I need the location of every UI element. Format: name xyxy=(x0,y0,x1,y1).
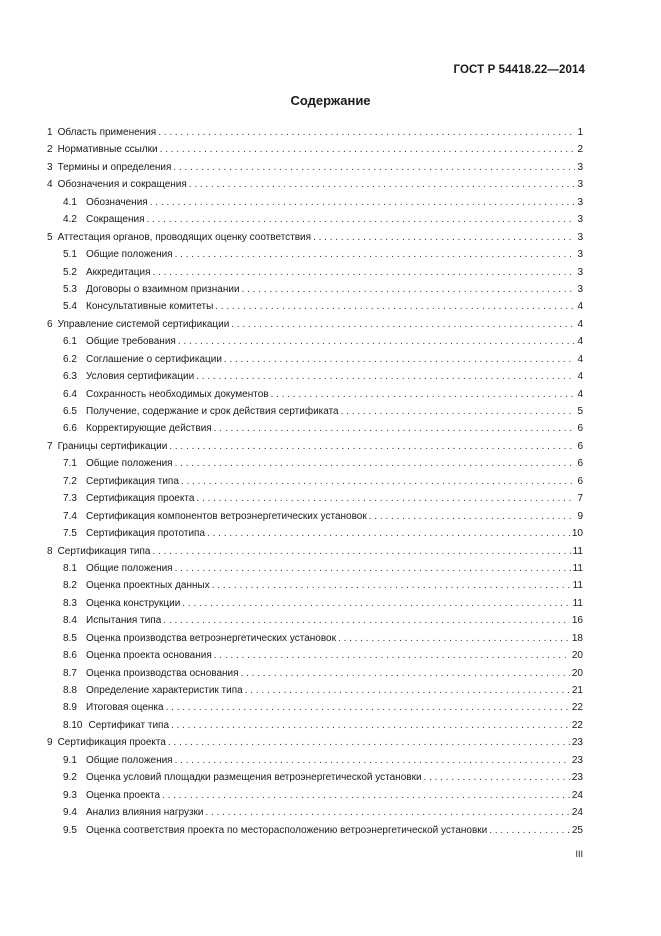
toc-entry-number: 6.3 xyxy=(63,371,77,383)
toc-entry-label: Договоры о взаимном признании xyxy=(86,283,240,295)
toc-entry[interactable] xyxy=(47,699,583,716)
toc-entry-number: 3 xyxy=(47,161,53,173)
dot-leader xyxy=(241,665,570,682)
toc-entry-page: 25 xyxy=(571,824,583,836)
toc-entry-page: 10 xyxy=(571,528,583,540)
toc-entry[interactable] xyxy=(47,560,583,577)
dot-leader xyxy=(313,229,575,246)
toc-entry-label: Оценка соответствия проекта по месторасположению ветроэнергетической установки xyxy=(86,824,488,836)
toc-entry-number: 4 xyxy=(47,179,53,191)
toc-entry[interactable] xyxy=(47,717,583,734)
toc-entry-page: 3 xyxy=(577,214,583,226)
toc-entry-number: 8.2 xyxy=(63,580,77,592)
toc-entry-label: Итоговая оценка xyxy=(86,702,164,714)
toc-entry-label: Управление системой сертификации xyxy=(57,318,230,330)
toc-entry[interactable] xyxy=(47,769,583,786)
dot-leader xyxy=(214,420,576,437)
toc-entry-label: Общие требования xyxy=(86,336,176,348)
toc-entry[interactable] xyxy=(47,264,583,281)
toc-entry-number: 8.10 xyxy=(63,719,83,731)
toc-entry-number: 8.9 xyxy=(63,702,77,714)
toc-entry-number: 8.3 xyxy=(63,597,77,609)
toc-entry[interactable] xyxy=(47,822,583,839)
toc-entry-page: 4 xyxy=(577,301,583,313)
toc-entry-page: 24 xyxy=(571,807,583,819)
toc-entry-label: Общие положения xyxy=(86,458,173,470)
toc-entry-label: Консультативные комитеты xyxy=(86,301,214,313)
toc-entry[interactable] xyxy=(47,368,583,385)
toc-entry-number: 7 xyxy=(47,440,53,452)
toc-entry-page: 21 xyxy=(571,685,583,696)
toc-entry-number: 5.1 xyxy=(63,249,77,261)
dot-leader xyxy=(489,822,570,839)
toc-entry-label: Сокращения xyxy=(86,214,145,226)
toc-entry-page: 3 xyxy=(577,283,583,295)
toc-entry-page: 3 xyxy=(577,231,583,243)
dot-leader xyxy=(146,211,575,228)
dot-leader xyxy=(166,699,570,716)
toc-entry-label: Сертификат типа xyxy=(88,719,170,731)
toc-entry-number: 8.8 xyxy=(63,685,77,696)
toc-entry-page: 24 xyxy=(571,789,583,801)
dot-leader xyxy=(175,455,576,472)
toc-entry-page: 7 xyxy=(577,493,583,505)
toc-entry[interactable] xyxy=(47,682,583,699)
toc-entry-label: Обозначения xyxy=(86,196,148,208)
toc-entry-number: 9 xyxy=(47,737,53,749)
toc-entry-page: 23 xyxy=(571,754,583,766)
dot-leader xyxy=(171,717,570,734)
toc-entry-label: Условия сертификации xyxy=(86,371,195,383)
toc-entry[interactable] xyxy=(47,420,583,437)
toc-entry[interactable] xyxy=(47,316,583,333)
toc-entry-label: Сертификация проекта xyxy=(57,737,166,749)
toc-entry-label: Аккредитация xyxy=(86,266,151,278)
dot-leader xyxy=(231,316,575,333)
dot-leader xyxy=(160,141,576,158)
toc-entry-label: Границы сертификации xyxy=(57,440,168,452)
toc-entry-number: 6.6 xyxy=(63,423,77,435)
toc-entry-number: 6.2 xyxy=(63,353,77,365)
toc-entry-label: Оценка условий площадки размещения ветроэнергетической установки xyxy=(86,772,422,784)
toc-entry[interactable] xyxy=(47,298,583,315)
toc-entry[interactable] xyxy=(47,804,583,821)
toc-entry[interactable] xyxy=(47,787,583,804)
toc-entry-number: 6.1 xyxy=(63,336,77,348)
dot-leader xyxy=(175,560,571,577)
toc-entry[interactable] xyxy=(47,473,583,490)
toc-entry-number: 5.3 xyxy=(63,283,77,295)
toc-entry-number: 9.5 xyxy=(63,824,77,836)
dot-leader xyxy=(215,298,575,315)
dot-leader xyxy=(189,176,576,193)
dot-leader xyxy=(212,577,571,594)
toc-entry-page: 23 xyxy=(571,737,583,749)
toc-entry-label: Общие положения xyxy=(86,562,173,574)
toc-entry[interactable] xyxy=(47,229,583,246)
dot-leader xyxy=(214,647,570,664)
toc-entry[interactable] xyxy=(47,141,583,158)
toc-entry-number: 8.7 xyxy=(63,667,77,679)
toc-entry-page: 22 xyxy=(571,719,583,731)
toc-entry-label: Оценка проекта основания xyxy=(86,650,212,662)
dot-leader xyxy=(271,386,576,403)
toc-entry[interactable] xyxy=(47,630,583,647)
toc-entry-number: 5.2 xyxy=(63,266,77,278)
toc-entry-label: Область применения xyxy=(57,127,157,138)
toc-entry-number: 7.5 xyxy=(63,528,77,540)
toc-entry[interactable] xyxy=(47,351,583,368)
toc-entry-label: Нормативные ссылки xyxy=(57,144,158,156)
dot-leader xyxy=(338,630,570,647)
dot-leader xyxy=(182,595,570,612)
toc-entry-page: 6 xyxy=(577,458,583,470)
toc-entry-label: Испытания типа xyxy=(86,615,162,627)
toc-entry-number: 1 xyxy=(47,127,53,138)
toc-entry-label: Сертификация прототипа xyxy=(86,528,206,540)
toc-entry-label: Оценка производства ветроэнергетических установок xyxy=(86,632,336,644)
toc-entry-label: Термины и определения xyxy=(57,161,172,173)
toc-entry-page: 6 xyxy=(577,440,583,452)
toc-entry-page: 11 xyxy=(572,580,583,592)
toc-entry[interactable] xyxy=(47,612,583,629)
dot-leader xyxy=(207,525,570,542)
toc-entry[interactable] xyxy=(47,543,583,560)
toc-entry-label: Корректирующие действия xyxy=(86,423,212,435)
dot-leader xyxy=(175,246,576,263)
toc-entry[interactable] xyxy=(47,525,583,542)
toc-entry-number: 6.4 xyxy=(63,388,77,400)
toc-entry-page: 9 xyxy=(577,510,583,522)
toc-entry-label: Сохранность необходимых документов xyxy=(86,388,269,400)
toc-entry-number: 7.2 xyxy=(63,475,77,487)
toc-entry-number: 2 xyxy=(47,144,53,156)
toc-entry[interactable] xyxy=(47,734,583,751)
toc-entry-label: Сертификация проекта xyxy=(86,493,195,505)
toc-entry-label: Общие положения xyxy=(86,249,173,261)
dot-leader xyxy=(242,281,576,298)
toc-entry-number: 8.4 xyxy=(63,615,77,627)
dot-leader xyxy=(224,351,576,368)
toc-entry-label: Оценка проектных данных xyxy=(86,580,210,592)
dot-leader xyxy=(153,264,576,281)
dot-leader xyxy=(173,159,575,176)
toc-entry-number: 9.1 xyxy=(63,754,77,766)
toc-entry-number: 7.1 xyxy=(63,458,77,470)
dot-leader xyxy=(181,473,576,490)
toc-entry-page: 11 xyxy=(572,545,583,557)
toc-entry-number: 6 xyxy=(47,318,53,330)
toc-entry-page: 3 xyxy=(577,249,583,261)
dot-leader xyxy=(178,333,576,350)
toc-entry-label: Обозначения и сокращения xyxy=(57,179,187,191)
toc-entry-number: 9.4 xyxy=(63,807,77,819)
dot-leader xyxy=(175,752,570,769)
toc-entry-page: 4 xyxy=(577,318,583,330)
toc-entry-page: 23 xyxy=(571,772,583,784)
toc-entry[interactable] xyxy=(47,577,583,594)
dot-leader xyxy=(152,543,570,560)
toc-entry[interactable] xyxy=(47,647,583,664)
toc-entry-page: 22 xyxy=(571,702,583,714)
dot-leader xyxy=(369,508,576,525)
toc-entry-label: Аттестация органов, проводящих оценку соответствия xyxy=(57,231,312,243)
page-number-roman: III xyxy=(575,849,583,859)
dot-leader xyxy=(196,368,575,385)
toc-entry-label: Сертификация типа xyxy=(86,475,179,487)
toc-entry-number: 6.5 xyxy=(63,406,77,417)
toc-entry-page: 11 xyxy=(572,597,583,609)
dot-leader xyxy=(196,490,575,507)
toc-entry-number: 8 xyxy=(47,545,53,557)
toc-entry[interactable] xyxy=(47,194,583,211)
toc-entry-page: 20 xyxy=(571,667,583,679)
dot-leader xyxy=(424,769,570,786)
toc-entry-page: 4 xyxy=(577,371,583,383)
dot-leader xyxy=(158,124,575,141)
dot-leader xyxy=(245,682,570,699)
toc-entry-page: 11 xyxy=(572,562,583,574)
toc-entry-number: 9.2 xyxy=(63,772,77,784)
toc-entry-page: 4 xyxy=(577,353,583,365)
toc-entry-page: 20 xyxy=(571,650,583,662)
toc-entry-page: 18 xyxy=(571,632,583,644)
toc-entry-label: Соглашение о сертификации xyxy=(86,353,222,365)
toc-entry-number: 5 xyxy=(47,231,53,243)
toc-entry-number: 8.1 xyxy=(63,562,77,574)
toc-entry-label: Сертификация типа xyxy=(57,545,151,557)
toc-entry-page: 16 xyxy=(571,615,583,627)
toc-entry-label: Оценка производства основания xyxy=(86,667,239,679)
toc-entry[interactable] xyxy=(47,665,583,682)
toc-entry-label: Оценка конструкции xyxy=(86,597,181,609)
toc-entry-number: 8.6 xyxy=(63,650,77,662)
toc-entry-page: 5 xyxy=(577,406,583,417)
dot-leader xyxy=(163,612,570,629)
toc-entry[interactable] xyxy=(47,386,583,403)
toc-entry-page: 3 xyxy=(577,196,583,208)
toc-entry-number: 9.3 xyxy=(63,789,77,801)
toc-entry[interactable] xyxy=(47,752,583,769)
toc-entry-number: 4.1 xyxy=(63,196,77,208)
dot-leader xyxy=(341,403,576,420)
toc-entry[interactable] xyxy=(47,595,583,612)
toc-entry-page: 6 xyxy=(577,423,583,435)
table-of-contents xyxy=(47,124,583,839)
toc-entry-page: 3 xyxy=(577,266,583,278)
toc-entry[interactable] xyxy=(47,159,583,176)
toc-entry[interactable] xyxy=(47,124,583,141)
toc-entry-number: 8.5 xyxy=(63,632,77,644)
toc-entry-page: 3 xyxy=(577,161,583,173)
toc-entry-page: 4 xyxy=(577,388,583,400)
toc-entry[interactable] xyxy=(47,403,583,420)
toc-entry-label: Анализ влияния нагрузки xyxy=(86,807,204,819)
toc-entry[interactable] xyxy=(47,281,583,298)
dot-leader xyxy=(169,438,575,455)
toc-entry[interactable] xyxy=(47,211,583,228)
dot-leader xyxy=(168,734,570,751)
toc-entry-page: 6 xyxy=(577,475,583,487)
toc-entry[interactable] xyxy=(47,455,583,472)
toc-entry-label: Получение, содержание и срок действия сертификата xyxy=(86,406,339,417)
toc-entry-number: 4.2 xyxy=(63,214,77,226)
toc-entry-page: 2 xyxy=(577,144,583,156)
toc-entry-page: 1 xyxy=(577,127,583,138)
toc-entry-label: Сертификация компонентов ветроэнергетических установок xyxy=(86,510,367,522)
toc-entry-number: 7.3 xyxy=(63,493,77,505)
toc-entry-number: 5.4 xyxy=(63,301,77,313)
toc-entry[interactable] xyxy=(47,333,583,350)
dot-leader xyxy=(162,787,570,804)
toc-entry-page: 3 xyxy=(577,179,583,191)
toc-title: Содержание xyxy=(290,93,371,108)
toc-entry[interactable] xyxy=(47,246,583,263)
toc-entry-label: Общие положения xyxy=(86,754,173,766)
toc-entry[interactable] xyxy=(47,490,583,507)
toc-entry[interactable] xyxy=(47,508,583,525)
toc-entry[interactable] xyxy=(47,438,583,455)
toc-entry[interactable] xyxy=(47,176,583,193)
toc-entry-label: Определение характеристик типа xyxy=(86,685,243,696)
dot-leader xyxy=(150,194,576,211)
dot-leader xyxy=(206,804,570,821)
toc-entry-number: 7.4 xyxy=(63,510,77,522)
document-code: ГОСТ Р 54418.22—2014 xyxy=(453,64,585,76)
toc-entry-page: 4 xyxy=(577,336,583,348)
toc-entry-label: Оценка проекта xyxy=(86,789,161,801)
